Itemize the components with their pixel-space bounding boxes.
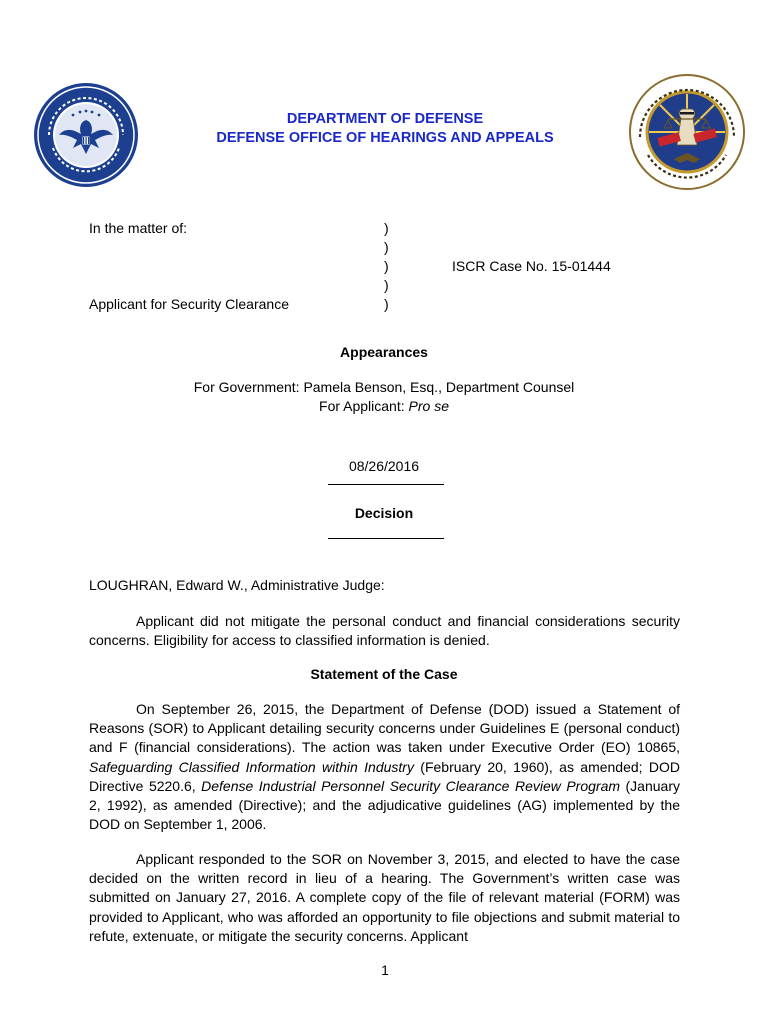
p1-text-a: On September 26, 2015, the Department of Defense (DOD) issued a Statement of Reasons (SOR) to Applicant detailing security concerns under Guidelines E (personal conduct) and F (financial considerations). The action was taken under Executive Order (EO) 10865, <box>89 701 680 756</box>
header-line-office: DEFENSE OFFICE OF HEARINGS AND APPEALS <box>216 130 554 146</box>
decision-heading: Decision <box>354 505 414 521</box>
judge-line: LOUGHRAN, Edward W., Administrative Judge: <box>89 577 385 593</box>
p1-eo-title: Safeguarding Classified Information within Industry <box>89 758 414 775</box>
p1-directive-title: Defense Industrial Personnel Security Clearance Review Program <box>201 777 621 794</box>
department-of-defense-seal-icon <box>33 82 139 188</box>
p1-text-c: (February 20, 1960), as amended; DOD Directive 5220.6, <box>89 758 681 794</box>
statement-heading: Statement of the Case <box>310 666 458 682</box>
appearances-heading: Appearances <box>340 344 428 360</box>
matter-label: In the matter of: <box>89 220 188 236</box>
rule-lower <box>328 538 444 539</box>
applicant-appearance-label: For Applicant: <box>319 398 409 414</box>
paren-5: ) <box>384 296 389 312</box>
applicant-label: Applicant for Security Clearance <box>89 296 289 312</box>
case-number: ISCR Case No. 15-01444 <box>452 258 611 274</box>
caption-parens <box>384 219 398 314</box>
applicant-appearance <box>89 397 679 416</box>
applicant-appearance-value: Pro se <box>408 398 449 414</box>
paren-3: ) <box>384 258 389 274</box>
summary-paragraph: Applicant did not mitigate the personal conduct and financial considerations security concerns. Eligibility for access to classified information is denied. <box>89 613 680 649</box>
header-line-department: DEPARTMENT OF DEFENSE <box>286 111 484 127</box>
paren-4: ) <box>384 277 389 293</box>
defense-office-of-hearings-and-appeals-seal-icon <box>628 73 746 191</box>
statement-paragraph-2: Applicant responded to the SOR on November 3, 2015, and elected to have the case decided on the written record in lieu of a hearing. The Government’s written case was submitted on January 27, 2016. A complete copy of the file of relevant material (FORM) was provided to Applicant, who was afforded an opportunity to file objections and submit material to refute, extenuate, or mitigate the security concerns. Applicant <box>89 851 680 944</box>
government-appearance: For Government: Pamela Benson, Esq., Department Counsel <box>193 379 575 395</box>
p1-text-e: (January 2, 1992), as amended (Directive); and the adjudicative guidelines (AG) implemented by the DOD on September 1, 2006. <box>89 777 680 833</box>
page-number: 1 <box>381 962 389 978</box>
caption-left <box>89 219 349 314</box>
paren-2: ) <box>384 239 389 255</box>
document-header <box>140 110 630 148</box>
statement-paragraph-1 <box>89 700 680 834</box>
rule-upper <box>328 484 444 485</box>
paren-1: ) <box>384 220 389 236</box>
decision-date: 08/26/2016 <box>348 458 420 474</box>
